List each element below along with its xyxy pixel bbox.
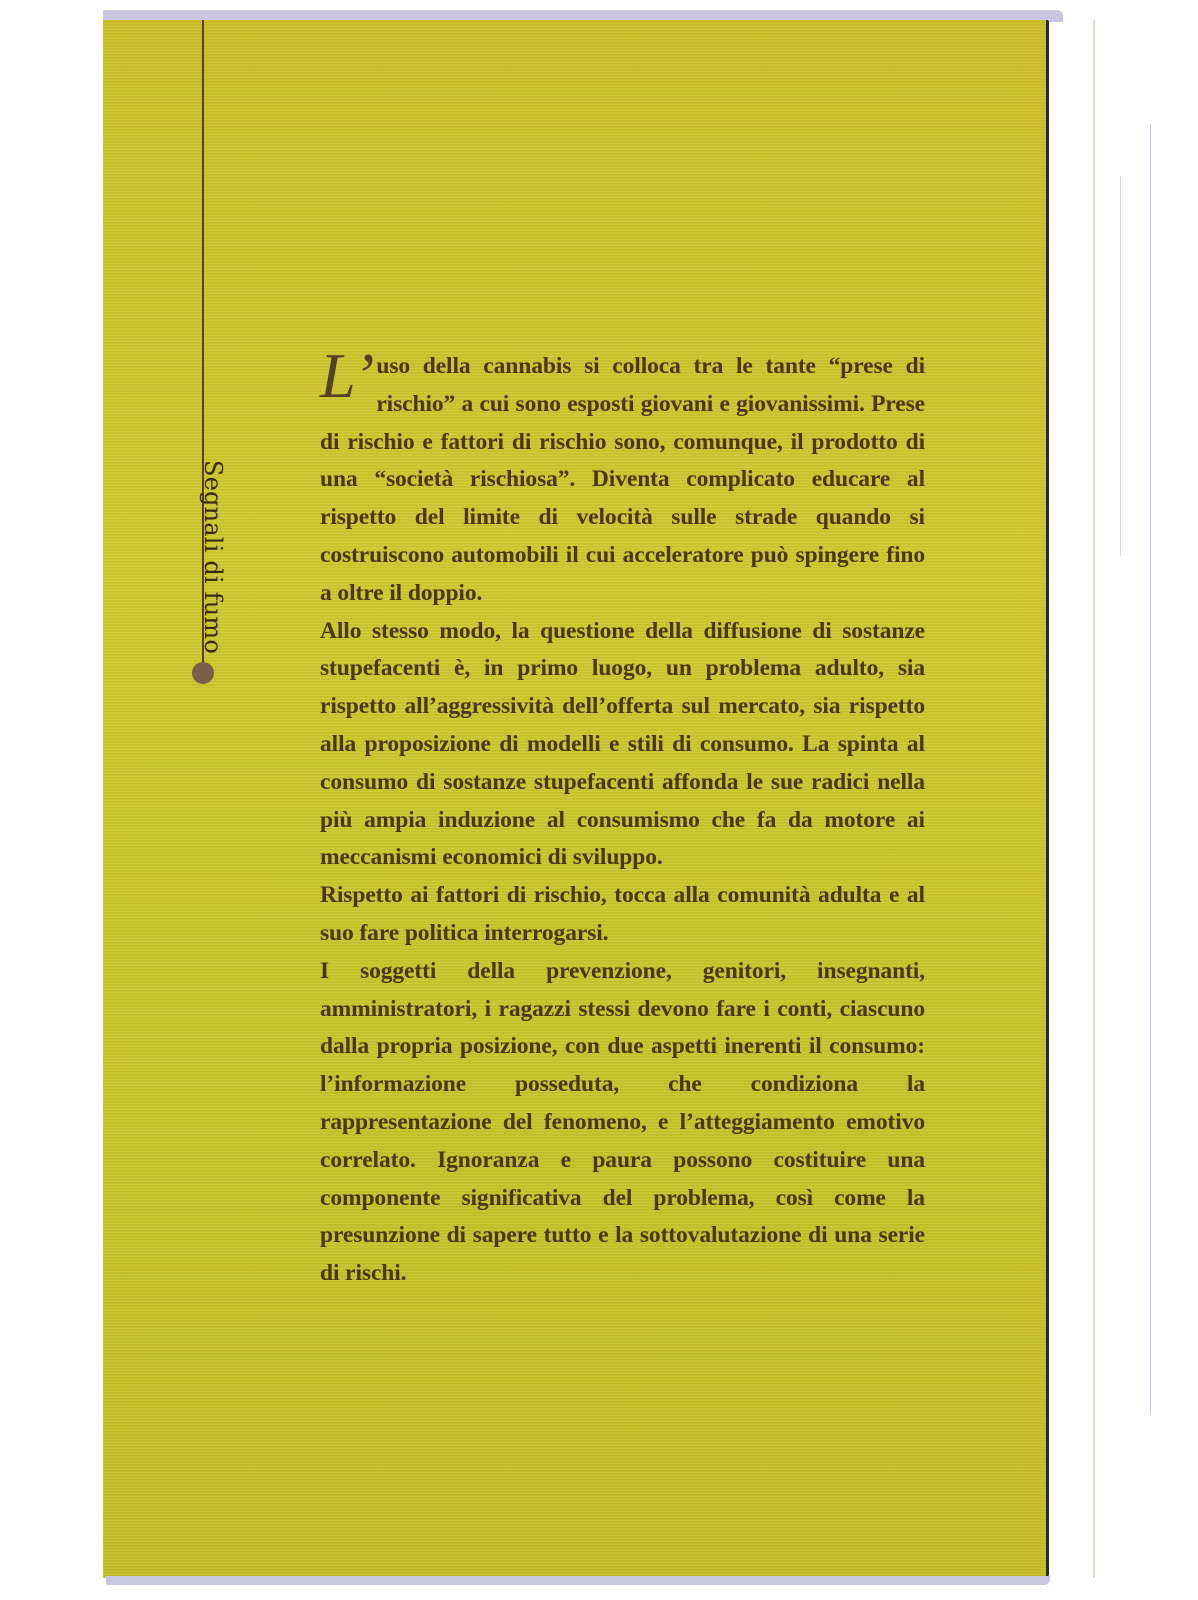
series-title-text: Segnali di fumo	[199, 460, 227, 654]
scan-artifact-line	[1120, 176, 1121, 556]
bullet-dot-icon	[192, 662, 214, 684]
blurb-text	[320, 340, 925, 1293]
blurb-paragraph-1	[320, 340, 925, 613]
drop-cap: L’	[320, 340, 375, 411]
page-edge-bottom	[106, 1576, 1050, 1585]
blurb-paragraph-1-text: uso della cannabis si colloca tra le tante “prese di rischio” a cui sono esposti giovani e giovanissimi. Prese di rischio e fattori di rischio sono, comunque, il prodotto di una “società rischiosa”. Diventa complicato educare al rispetto del limite di velocità sulle strade quando si costruiscono automobili il cui acceleratore può spingere fino a oltre il doppio.	[320, 353, 925, 606]
book-back-cover	[103, 20, 1049, 1578]
blurb-paragraph-2: Allo stesso modo, la questione della diffusione di sostanze stupefacenti è, in primo luogo, un problema adulto, sia rispetto all’aggressività dell’offerta sul mercato, sia rispetto alla proposizione di modelli e stili di consumo. La spinta al consumo di sostanze stupefacenti affonda le sue radici nella più ampia induzione al consumismo che fa da motore ai meccanismi economici di sviluppo.	[320, 617, 925, 871]
blurb-paragraph-3: Rispetto ai fattori di rischio, tocca alla comunità adulta e al suo fare politica interrogarsi.	[320, 882, 925, 946]
blurb-paragraph-4: I soggetti della prevenzione, genitori, insegnanti, amministratori, i ragazzi stessi devono fare i conti, ciascuno dalla propria posizione, con due aspetti inerenti il consumo: l’informazione posseduta, che condiziona la rappresentazione del fenomeno, e l’atteggiamento emotivo correlato. Ignoranza e paura possono costituire una componente significativa del problema, così come la presunzione di sapere tutto e la sottovalutazione di una serie di rischi.	[320, 957, 925, 1287]
spine-crease	[1093, 20, 1095, 1578]
scan-artifact-line	[1150, 124, 1151, 1414]
